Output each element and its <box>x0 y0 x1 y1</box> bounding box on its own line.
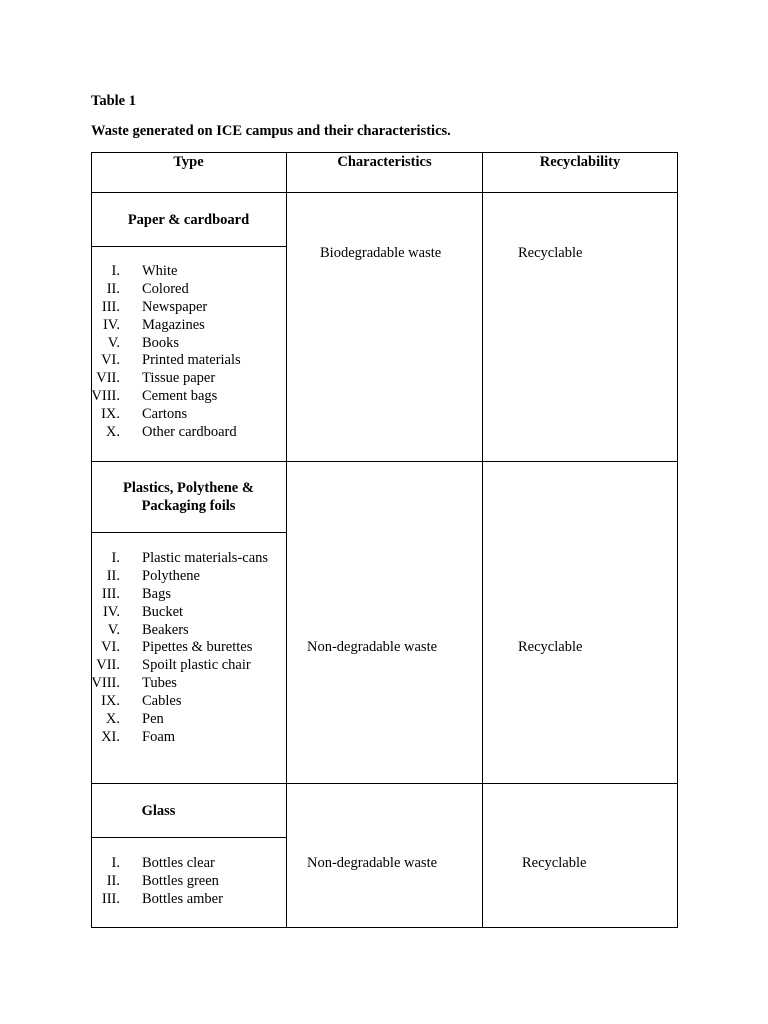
item-number: X. <box>105 711 120 728</box>
item-label: Cement bags <box>142 388 218 405</box>
item-number: IV. <box>102 603 120 620</box>
column-divider-1 <box>286 152 287 928</box>
item-number: II. <box>106 872 120 889</box>
item-number: IX. <box>101 406 120 423</box>
item-label: Printed materials <box>142 352 241 369</box>
list-item <box>91 711 286 729</box>
list-item <box>91 370 286 388</box>
item-number: II. <box>106 280 120 297</box>
item-label: Cables <box>142 693 182 710</box>
paper-characteristics: Biodegradable waste <box>320 245 442 261</box>
item-label: Foam <box>142 728 176 745</box>
list-item <box>91 729 286 747</box>
item-label: Polythene <box>142 567 200 584</box>
column-divider-2 <box>482 152 483 928</box>
list-item <box>91 657 286 675</box>
list-item <box>91 317 286 335</box>
list-item <box>91 568 286 586</box>
item-label: Cartons <box>142 406 188 423</box>
item-number: X. <box>105 424 120 441</box>
table-caption: Waste generated on ICE campus and their characteristics. <box>91 123 451 139</box>
item-number: IV. <box>102 316 120 333</box>
list-item <box>91 406 286 424</box>
paper-subdivider <box>91 246 286 247</box>
glass-subdivider <box>91 837 286 838</box>
item-label: Newspaper <box>142 298 208 315</box>
item-number: VI. <box>101 639 120 656</box>
list-item <box>91 335 286 353</box>
glass-recyclability: Recyclable <box>522 855 587 871</box>
list-item <box>91 891 286 909</box>
list-item <box>91 693 286 711</box>
item-number: VI. <box>101 352 120 369</box>
list-item <box>91 675 286 693</box>
list-item <box>91 604 286 622</box>
item-number: VIII. <box>91 388 120 405</box>
glass-items-list <box>91 855 286 909</box>
plastics-recyclability: Recyclable <box>518 639 583 655</box>
table-border-right <box>677 152 678 928</box>
paper-recyclability: Recyclable <box>518 245 583 261</box>
item-number: V. <box>107 621 120 638</box>
item-label: Magazines <box>142 316 205 333</box>
item-number: VII. <box>96 370 120 387</box>
item-number: I. <box>111 550 120 566</box>
table-border-bottom <box>91 927 678 928</box>
item-label: Colored <box>142 280 189 297</box>
plastics-characteristics: Non-degradable waste <box>307 639 438 655</box>
list-item <box>91 352 286 370</box>
item-number: VII. <box>96 657 120 674</box>
item-number: I. <box>111 855 120 871</box>
item-number: IX. <box>101 693 120 710</box>
list-item <box>91 586 286 604</box>
header-type: Type <box>173 154 204 170</box>
header-recyclability: Recyclability <box>539 154 621 170</box>
list-item <box>91 873 286 891</box>
item-number: III. <box>101 890 120 907</box>
item-label: Bottles green <box>142 872 219 889</box>
item-number: VIII. <box>91 675 120 692</box>
list-item <box>91 639 286 657</box>
waste-table <box>91 152 678 928</box>
item-label: Bottles amber <box>142 890 223 907</box>
list-item <box>91 622 286 640</box>
item-label: White <box>142 263 178 279</box>
item-label: Tubes <box>142 675 177 692</box>
item-label: Pen <box>142 711 164 728</box>
header-characteristics: Characteristics <box>337 154 432 170</box>
list-item <box>91 281 286 299</box>
plastics-items-list <box>91 550 286 747</box>
item-label: Bags <box>142 585 171 602</box>
paper-items-list <box>91 263 286 442</box>
table-label: Table 1 <box>91 93 136 109</box>
list-item <box>91 424 286 442</box>
item-label: Spoilt plastic chair <box>142 657 251 674</box>
item-number: I. <box>111 263 120 279</box>
plastics-subdivider <box>91 532 286 533</box>
item-label: Bottles clear <box>142 855 215 871</box>
category-glass: Glass <box>141 802 176 819</box>
glass-characteristics: Non-degradable waste <box>307 855 438 871</box>
list-item <box>91 550 286 568</box>
item-label: Pipettes & burettes <box>142 639 253 656</box>
item-label: Beakers <box>142 621 189 638</box>
category-paper: Paper & cardboard <box>127 211 250 228</box>
list-item <box>91 263 286 281</box>
item-number: V. <box>107 334 120 351</box>
item-label: Plastic materials-cans <box>142 550 269 566</box>
item-number: III. <box>101 585 120 602</box>
list-item <box>91 855 286 873</box>
item-number: III. <box>101 298 120 315</box>
item-label: Other cardboard <box>142 424 237 441</box>
item-label: Tissue paper <box>142 370 216 387</box>
category-plastics: Plastics, Polythene & Packaging foils <box>123 480 254 514</box>
list-item <box>91 388 286 406</box>
item-label: Bucket <box>142 603 184 620</box>
item-label: Books <box>142 334 180 351</box>
item-number: XI. <box>101 728 120 745</box>
item-number: II. <box>106 567 120 584</box>
list-item <box>91 299 286 317</box>
